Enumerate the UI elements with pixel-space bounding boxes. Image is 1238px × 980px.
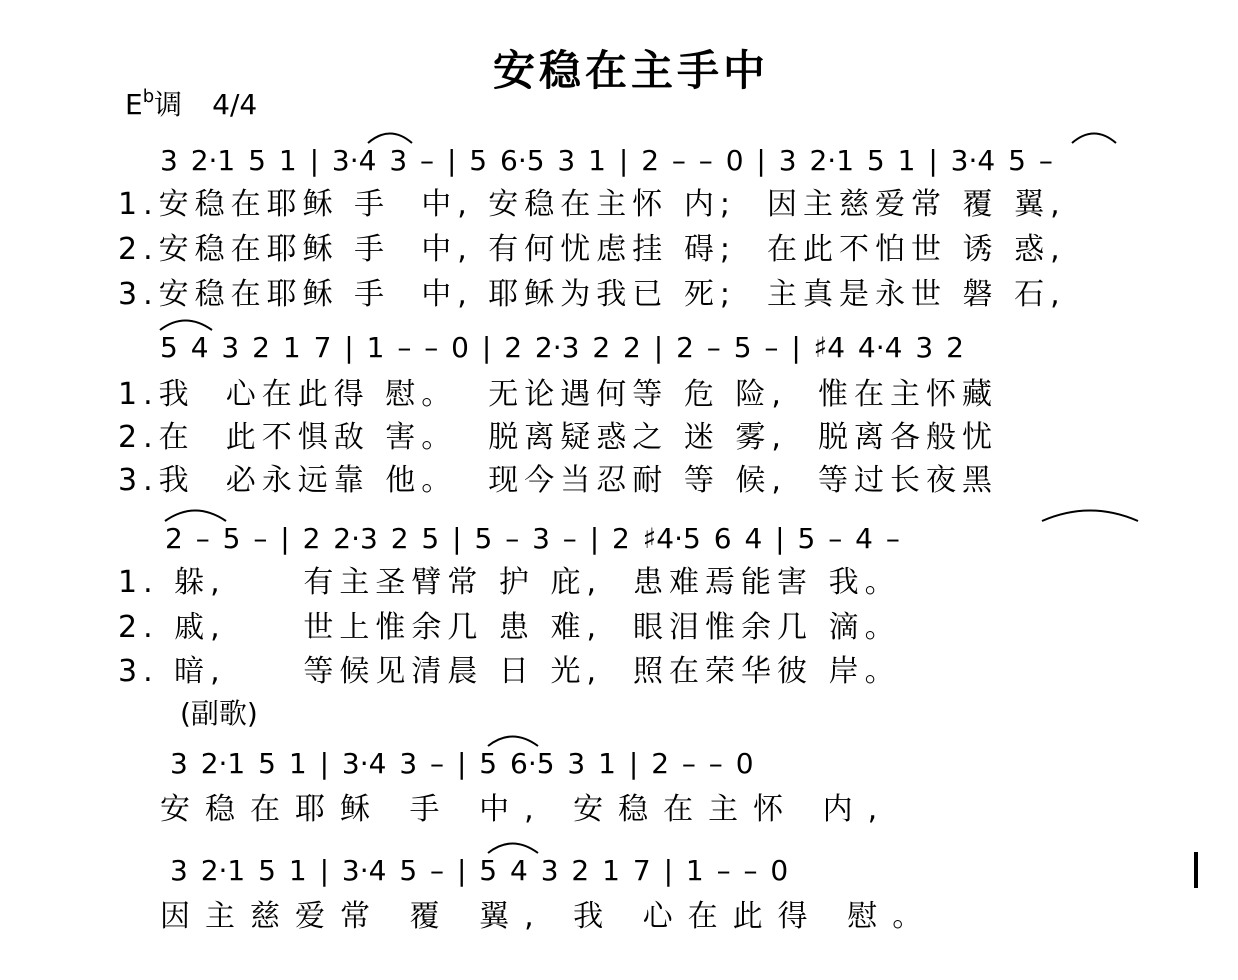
slur-6 bbox=[488, 737, 538, 747]
slur-4 bbox=[165, 511, 226, 522]
chorus-label: (副歌) bbox=[180, 697, 258, 730]
lyric-line-1-3: 3.安稳在耶稣 手 中, 耶稣为我已 死; 主真是永世 磐 石, bbox=[118, 277, 1066, 312]
lyric-line-3-1: 1. 躲, 有主圣臂常 护 庇, 患难焉能害 我。 bbox=[118, 565, 901, 600]
slur-5 bbox=[1042, 511, 1138, 522]
lyric-line-2-2: 2.在 此不惧敌 害。 脱离疑惑之 迷 雾, 脱离各般忧 bbox=[118, 420, 998, 455]
slur-3 bbox=[160, 321, 212, 331]
notation-line-3: 2 – 5 – | 2 2·3 2 5 | 5 – 3 – | 2 ♯4·5 6 4 | 5 – 4 – bbox=[165, 522, 900, 555]
lyric-line-5: 因主慈爱常 覆 翼, 我 心在此得 慰。 bbox=[160, 899, 938, 934]
lyric-line-2-1: 1.我 心在此得 慰。 无论遇何等 危 险, 惟在主怀藏 bbox=[118, 377, 998, 412]
song-title: 安稳在主手中 bbox=[492, 46, 769, 95]
notation-line-2: 5 4 3 2 1 7 | 1 – – 0 | 2 2·3 2 2 | 2 – 5 – | ♯4 4·4 3 2 bbox=[160, 331, 964, 364]
key-flat: b bbox=[142, 86, 155, 107]
lyric-line-3-3: 3. 暗, 等候见清晨 日 光, 照在荣华彼 岸。 bbox=[118, 654, 901, 689]
slur-7 bbox=[488, 844, 538, 854]
key-suffix: 调 bbox=[154, 88, 183, 121]
time-signature: 4/4 bbox=[212, 88, 258, 121]
lyric-line-3-2: 2. 戚, 世上惟余几 患 难, 眼泪惟余几 滴。 bbox=[118, 610, 901, 645]
key-letter: E bbox=[125, 88, 143, 121]
notation-line-4: 3 2·1 5 1 | 3·4 3 – | 5 6·5 3 1 | 2 – – 0 bbox=[170, 747, 754, 780]
slur-1 bbox=[368, 134, 412, 144]
lyric-line-2-3: 3.我 必永远靠 他。 现今当忍耐 等 候, 等过长夜黑 bbox=[118, 463, 998, 498]
lyric-line-1-1: 1.安稳在耶稣 手 中, 安稳在主怀 内; 因主慈爱常 覆 翼, bbox=[118, 187, 1066, 222]
slur-2 bbox=[1072, 134, 1116, 144]
notation-line-1: 3 2·1 5 1 | 3·4 3 – | 5 6·5 3 1 | 2 – – 0 | 3 2·1 5 1 | 3·4 5 – bbox=[160, 144, 1053, 177]
lyric-line-4: 安稳在耶稣 手 中, 安稳在主怀 内, bbox=[160, 792, 893, 827]
notation-line-5: 3 2·1 5 1 | 3·4 5 – | 5 4 3 2 1 7 | 1 – – 0 bbox=[170, 854, 789, 887]
lyric-line-1-2: 2.安稳在耶稣 手 中, 有何忧虑挂 碍; 在此不怕世 诱 惑, bbox=[118, 232, 1066, 267]
